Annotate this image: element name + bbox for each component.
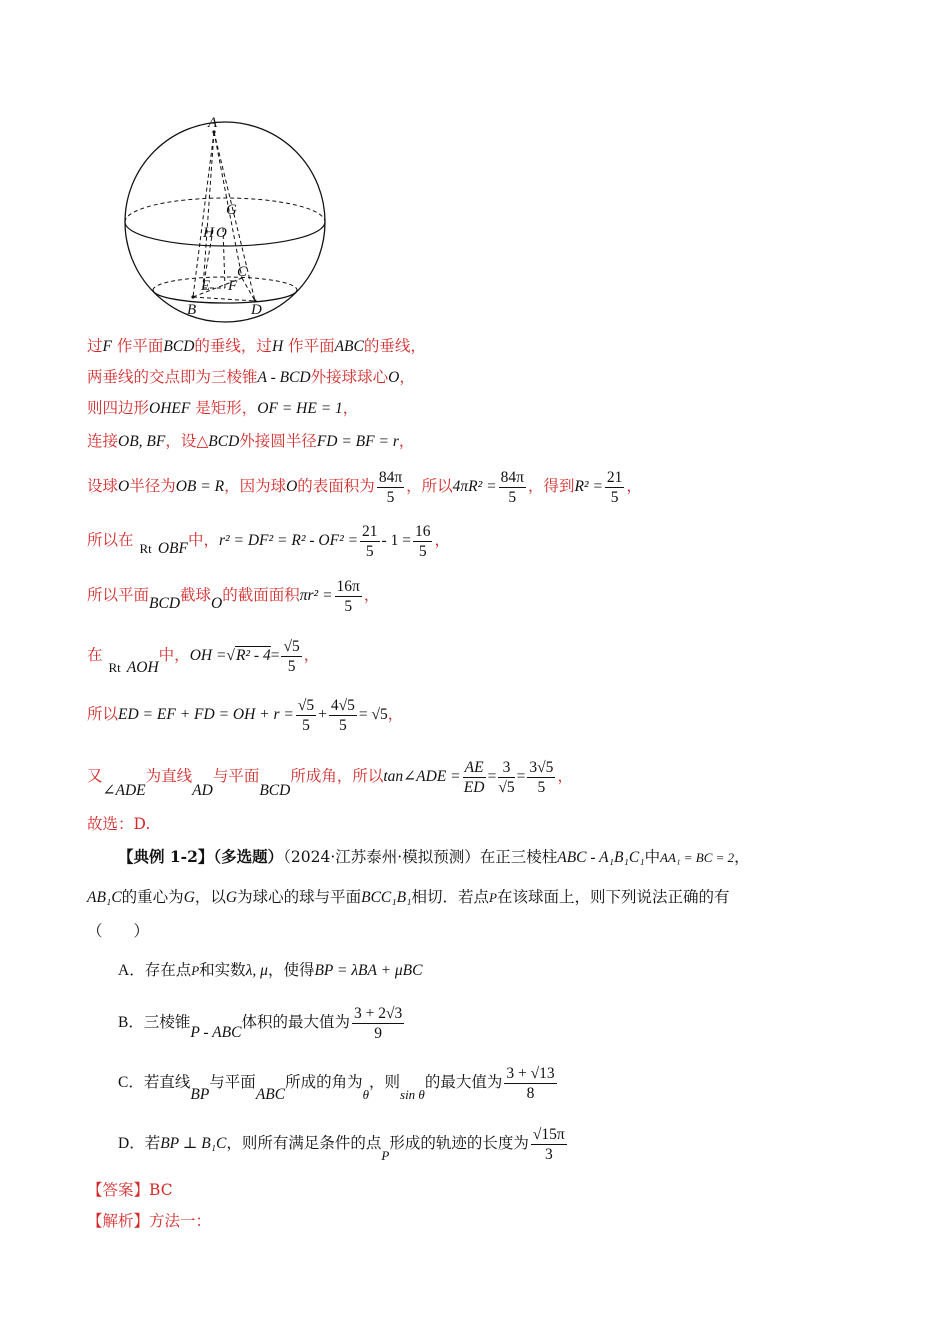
solution-line-3: 则四边形OHEF 是矩形，OF = HE = 1， [87, 399, 359, 417]
option-b[interactable]: B．三棱锥P - ABC体积的最大值为 $\frac{3 + 2√3}{9}$ [118, 1004, 403, 1042]
label-G: G [226, 202, 237, 218]
solution-line-2: 两垂线的交点即为三棱锥A - BCD外接球球心O， [87, 368, 415, 386]
option-a[interactable]: A．存在点P和实数λ, μ，使得BP = λBA + μBC [118, 961, 423, 979]
edge-BD [193, 297, 255, 301]
equator-back [125, 198, 325, 222]
example-header: 【典例 1-2】（多选题）（2024·江苏泰州·模拟预测）在正三棱柱ABC - A₁B₁C₁中AA₁ = BC = 2， [118, 847, 750, 866]
fraction-16-5: $\frac{16}{5}$ [414, 522, 431, 560]
fraction-21-5: $\frac{21}{5}$ [606, 468, 623, 506]
fraction-84pi-5b: $\frac{84\pi}{5}$ [500, 468, 524, 506]
label-H: H [203, 225, 214, 241]
answer-line: 【答案】BC [87, 1181, 173, 1199]
fraction-21-5-c: $\frac{21}{5}$ [362, 522, 378, 560]
edge-CD [242, 278, 255, 301]
option-d[interactable]: D．若BP ⊥ B₁C，则所有满足条件的点$_P$形成的轨迹的长度为 $\frac{√15\pi}{3}$ [118, 1125, 565, 1163]
option-c[interactable]: C．若直线BP与平面ABC所成的角为$_\theta$，则$_{sin \theta}$的最大值为 $\frac{3 + √13}{8}$ [118, 1064, 555, 1103]
solution-line-9: 所以ED = EF + FD = OH + r = $\frac{√5}{5}$ + $\frac{4√5}{5}$ = √5， [87, 696, 404, 734]
label-C: C [237, 264, 248, 280]
fraction-3-sqrt5: $\frac{3}{√5}$ [498, 758, 515, 796]
fraction-4sqrt5-5: $\frac{4√5}{5}$ [330, 696, 355, 734]
point-B [191, 295, 194, 298]
label-A: A [208, 115, 218, 131]
analysis-line: 【解析】方法一： [87, 1212, 212, 1230]
label-O: O [216, 225, 227, 241]
example-line-2: AB₁C的重心为G，以G为球心的球与平面BCC₁B₁相切．若点P在该球面上，则下列说法正确的有 [87, 888, 730, 906]
label-D: D [251, 302, 262, 318]
edge-AE [203, 132, 214, 288]
fraction-option-d: $\frac{√15\pi}{3}$ [532, 1125, 565, 1163]
fraction-option-c: $\frac{3 + √13}{8}$ [506, 1064, 555, 1102]
fraction-3sqrt5-5: $\frac{3√5}{5}$ [529, 758, 554, 796]
sphere-figure [115, 110, 335, 325]
solution-line-5: 设球O半径为OB = R，因为球O的表面积为 $\frac{84\pi}{5}$ ，所以4πR² = $\frac{84\pi}{5}$ ，得到R² = $\frac{21}{5}$ ， [87, 468, 642, 506]
label-F: F [228, 278, 238, 294]
label-E: E [201, 278, 211, 294]
fraction-sqrt5-5: $\frac{√5}{5}$ [283, 637, 300, 675]
sphere-outline [125, 122, 325, 322]
solution-line-6: 所以在 $_{Rt}$ OBF中，r² = DF² = R² - OF² = $\frac{21}{5}$ - 1 = $\frac{16}{5}$ ， [87, 522, 450, 560]
fraction-16pi-5: $\frac{16\pi}{5}$ [336, 577, 360, 615]
example-paren: （ ） [87, 922, 150, 940]
solution-line-4: 连接OB, BF，设△BCD外接圆半径FD = BF = r， [87, 432, 415, 450]
solution-line-7: 所以平面BCD截球O的截面面积πr² = $\frac{16\pi}{5}$ ， [87, 577, 380, 615]
section-front [153, 290, 297, 303]
solution-line-1: 过F 作平面BCD的垂线，过H 作平面ABC的垂线， [87, 337, 426, 355]
solution-conclusion: 故选：D. [87, 815, 151, 833]
edge-AB [193, 132, 214, 297]
fraction-AE-ED: $\frac{AE}{ED}$ [463, 758, 485, 796]
fraction-option-b: $\frac{3 + 2√3}{9}$ [353, 1004, 403, 1042]
fraction-sqrt5-5-b: $\frac{√5}{5}$ [297, 696, 315, 734]
fraction-84pi-5: $\frac{84\pi}{5}$ [378, 468, 403, 506]
solution-line-8: 在$_{Rt}$ AOH中，OH =√R² - 4= $\frac{√5}{5}$ ， [87, 637, 320, 676]
label-B: B [187, 302, 197, 318]
solution-line-10: 又∠ADE为直线AD与平面BCD所成角，所以tan∠ADE = $\frac{AE}{ED}$ = $\frac{3}{√5}$ = $\frac{3√5}{5}$ ， [87, 758, 573, 799]
